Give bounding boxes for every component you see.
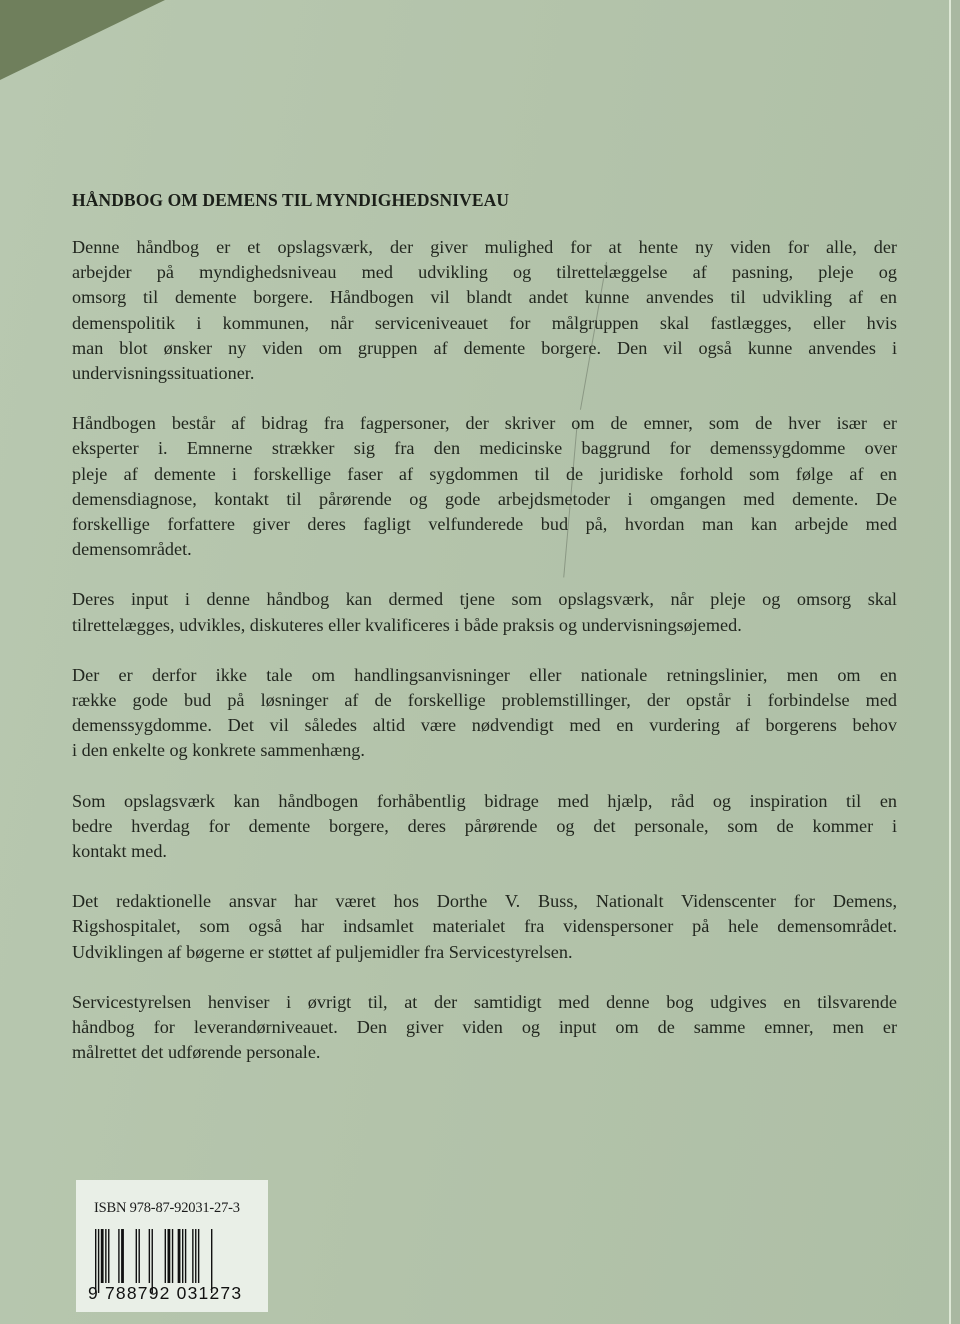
paragraph [72,587,897,637]
barcode-bar [198,1229,199,1283]
paragraph [72,789,897,865]
text-line: Servicestyrelsen henviser i øvrigt til, at der samtidigt med denne bog udgives en tilsvarende [72,991,897,1012]
text-line: demenssygdomme. Det vil således altid være nødvendigt med en vurdering af borgerens behov [72,715,897,736]
text-line: arbejder på myndighedsniveau med udvikling og tilrettelæggelse af pasning, pleje og [72,262,897,283]
text-line: Det redaktionelle ansvar har været hos Dorthe V. Buss, Nationalt Videnscenter for Demens, [72,891,897,912]
barcode-bar [118,1229,119,1283]
paragraph [72,411,897,562]
text-line: Der er derfor ikke tale om handlingsanvisninger eller nationale retningslinier, men om en [72,664,897,685]
back-cover-text [72,190,897,1090]
paragraph [72,889,897,965]
barcode-bar [165,1229,166,1283]
text-line: Denne håndbog er et opslagsværk, der giver mulighed for at hente ny viden for alle, der [72,237,897,257]
barcode-bar [182,1229,183,1283]
text-line: Rigshospitalet, som også har indsamlet materialet fra videnspersoner på hele demensområdet. [72,916,897,937]
barcode-bar [192,1229,193,1283]
text-line: i den enkelte og konkrete sammenhæng. [72,740,365,761]
text-line: man blot ønsker ny viden om gruppen af demente borgere. Den vil også kunne anvendes i [72,337,897,358]
text-line: bedre hverdag for demente borgere, deres pårørende og det personale, som de kommer i [72,815,897,836]
paragraph [72,235,897,386]
text-line: pleje af demente i forskellige faser af sygdommen til de juridiske forhold som følge af en [72,463,897,484]
text-line: kontakt med. [72,841,167,862]
text-line: demensdiagnose, kontakt til pårørende og gode arbejdsmetoder i omgangen med demente. De [72,488,897,509]
barcode-bar [149,1229,150,1283]
barcode-bar [195,1229,196,1283]
document-title: HÅNDBOG OM DEMENS TIL MYNDIGHEDSNIVEAU [72,190,510,210]
text-line: Som opslagsværk kan håndbogen forhåbentlig bidrage med hjælp, råd og inspiration til en [72,790,897,811]
text-line: målrettet det udførende personale. [72,1042,321,1063]
barcode-bar [172,1229,173,1283]
barcode-bar [108,1229,109,1283]
paragraph [72,990,897,1066]
text-line: eksperter i. Emnerne strækker sig fra den medicinske baggrund for demenssygdomme over [72,438,897,459]
text-line: forskellige forfattere giver deres fagligt velfunderede bud på, hvordan man kan arbejde med [72,514,897,535]
text-line: Udviklingen af bøgerne er støttet af puljemidler fra Servicestyrelsen. [72,941,573,962]
barcode-bar [139,1229,140,1283]
cover-edge [951,0,960,1324]
text-line: omsorg til demente borgere. Håndbogen vil blandt andet kunne anvendes til udvikling af en [72,287,897,308]
barcode-bar [101,1229,104,1283]
text-line: undervisningssituationer. [72,363,255,384]
barcode-bar [185,1229,186,1283]
paragraph [72,663,897,764]
text-line: Håndbogen består af bidrag fra fagpersoner, der skriver om de emner, som de hver især er [72,413,897,434]
barcode-digits: 9 788792 031273 [88,1283,243,1303]
isbn-label [76,1180,268,1312]
text-line: håndbog for leverandørniveauet. Den giver viden og input om de samme emner, men er [72,1017,897,1038]
paragraph-list [72,235,897,1065]
text-line: demensområdet. [72,539,192,560]
barcode-bar [136,1229,137,1283]
corner-accent-triangle [0,0,165,80]
barcode-bar [121,1229,124,1283]
text-line: tilrettelægges, udvikles, diskuteres eller kvalificeres i både praksis og undervisningsøjemed. [72,614,742,635]
barcode-bar [105,1229,106,1283]
text-line: demenspolitik i kommunen, når serviceniveauet for målgruppen skal fastlægges, eller hvis [72,312,897,333]
barcode-bar [168,1229,171,1283]
isbn-number: ISBN 978-87-92031-27-3 [94,1200,240,1216]
barcode-bar [178,1229,181,1283]
text-line: række gode bud på løsninger af de forskellige problemstillinger, der opstår i forbindelse med [72,690,897,711]
text-line: Deres input i denne håndbog kan dermed tjene som opslagsværk, når pleje og omsorg skal [72,589,897,610]
